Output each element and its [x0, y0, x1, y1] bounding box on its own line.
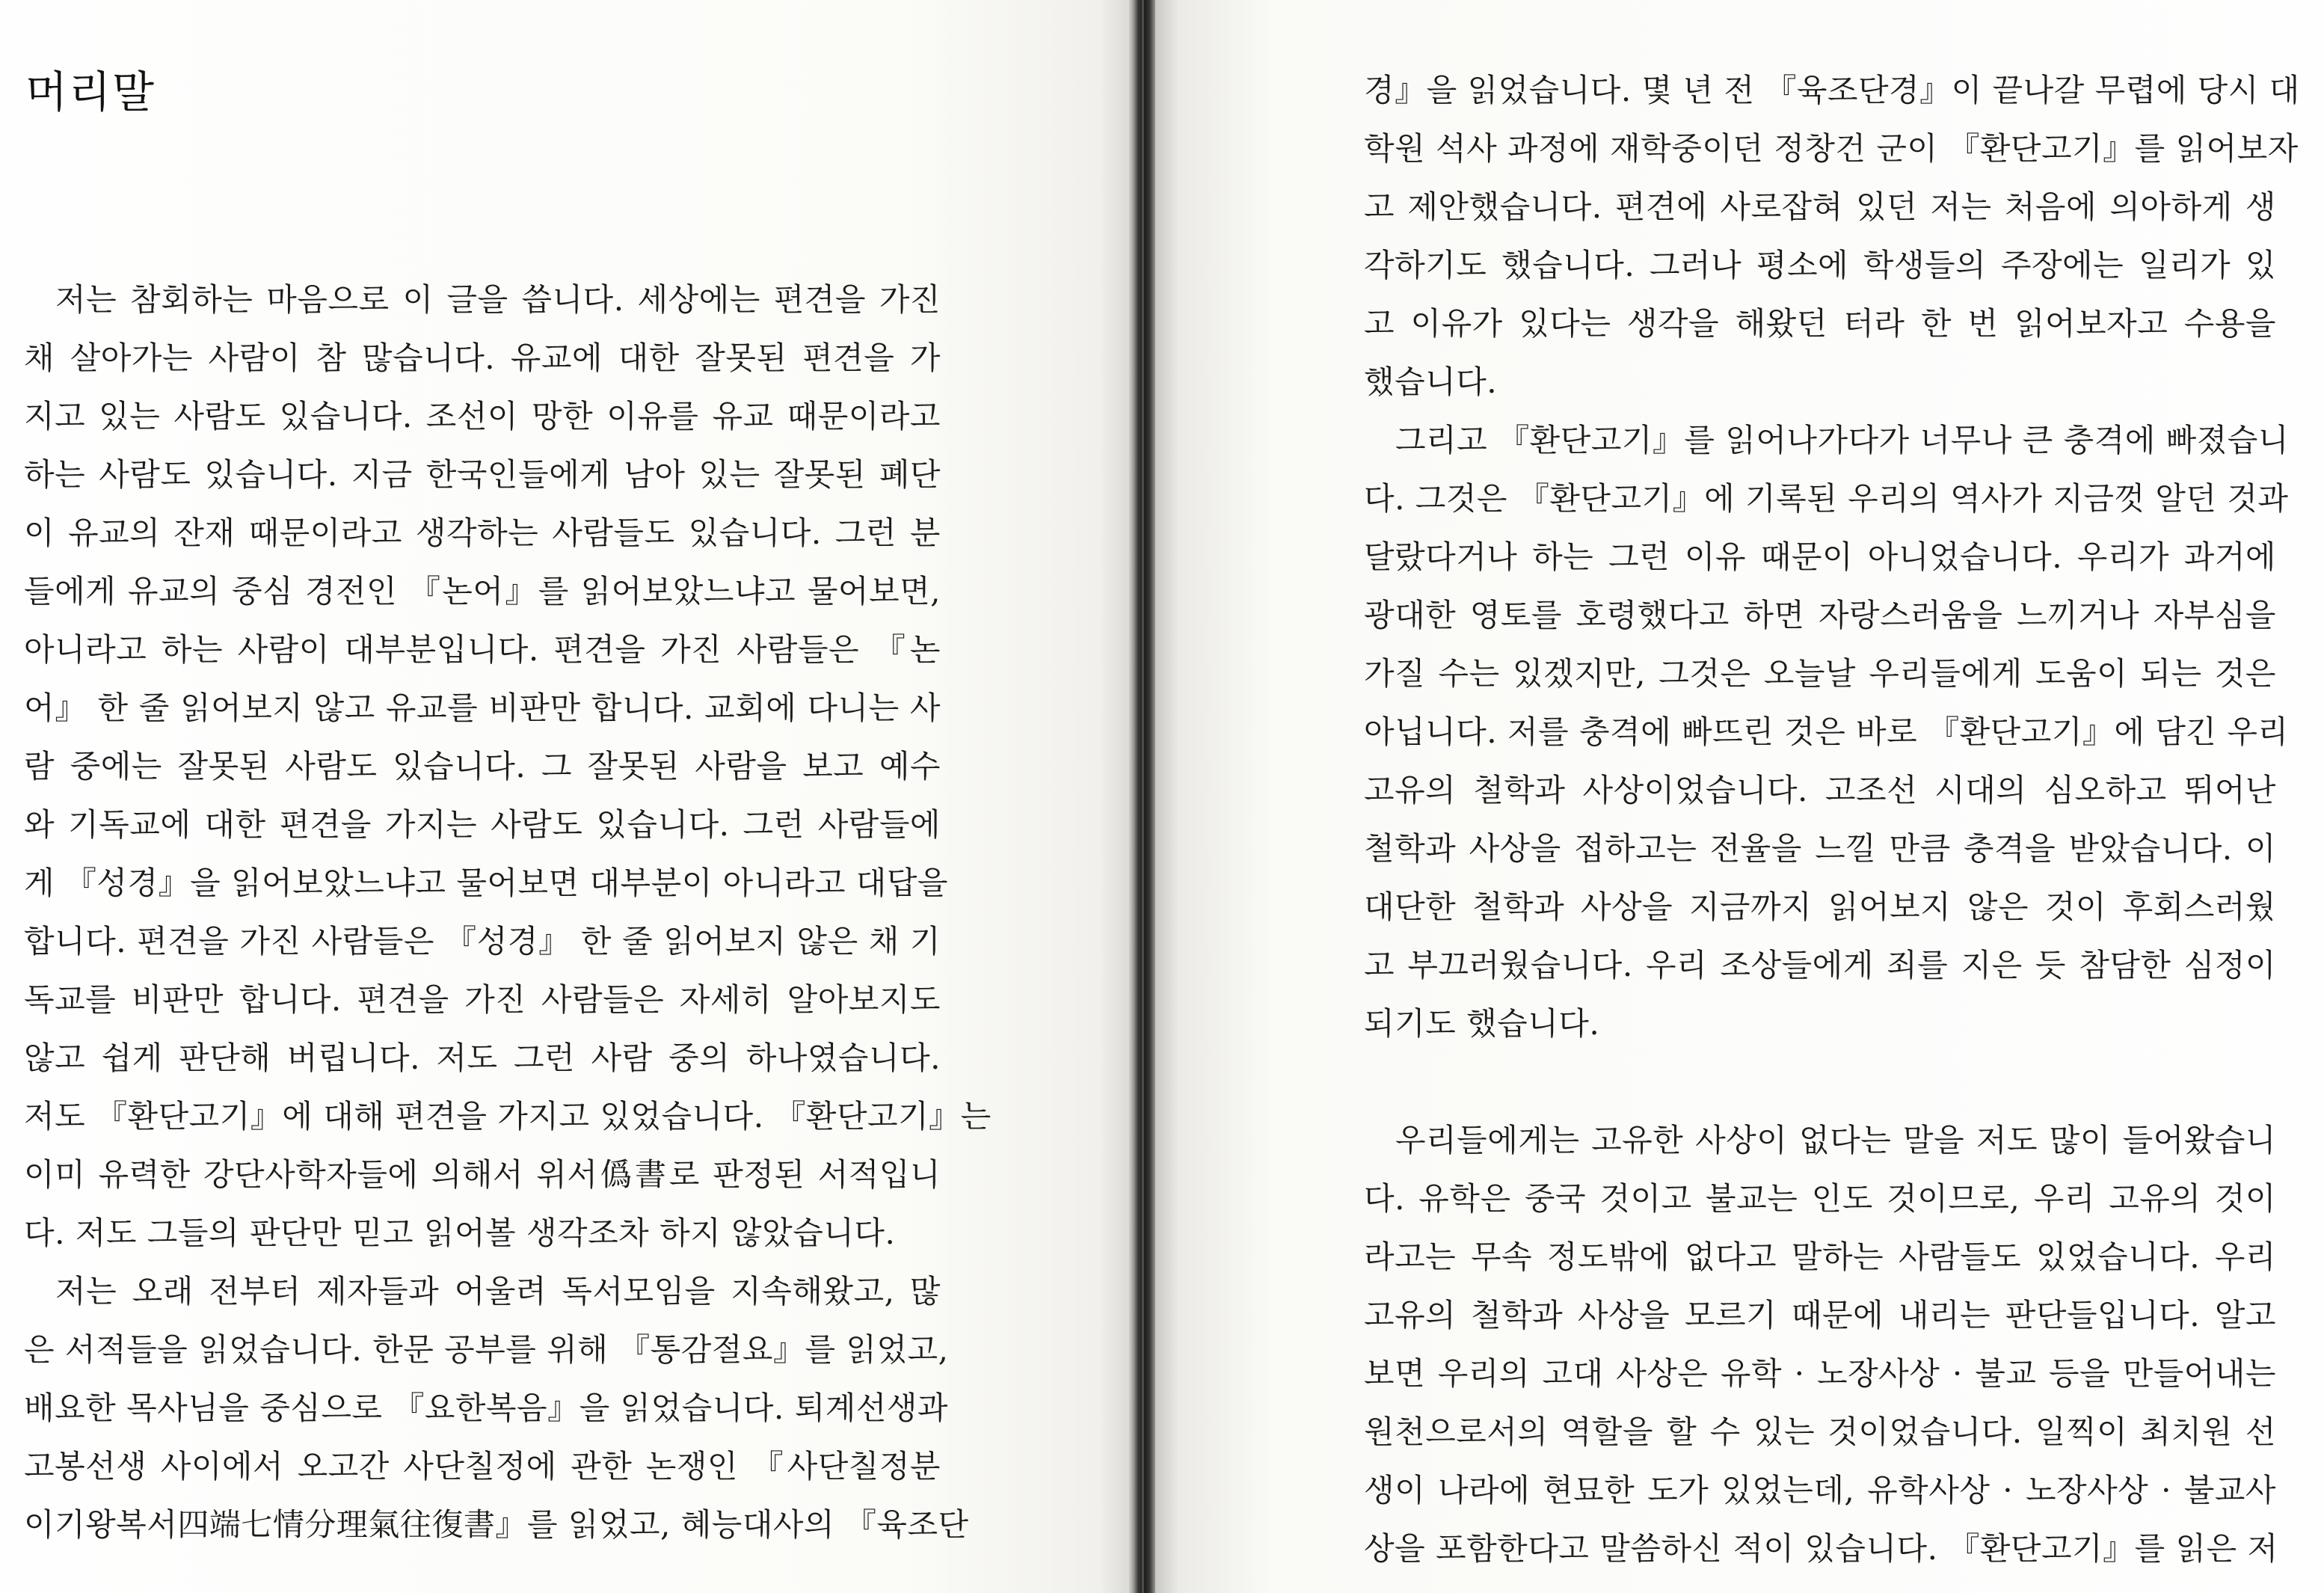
text-line: 우리들에게는 고유한 사상이 없다는 말을 저도 많이 들어왔습니	[1395, 1122, 2276, 1158]
text-line: 저는 참회하는 마음으로 이 글을 씁니다. 세상에는 편견을 가진	[55, 281, 941, 318]
text-line: 고 제안했습니다. 편견에 사로잡혀 있던 저는 처음에 의아하게 생	[1364, 188, 2276, 225]
text-line: 학원 석사 과정에 재학중이던 정창건 군이 『환단고기』를 읽어보자	[1364, 130, 2299, 167]
text-line: 아니라고 하는 사람이 대부분입니다. 편견을 가진 사람들은 『논	[24, 631, 941, 668]
text-line: 라고는 무속 정도밖에 없다고 말하는 사람들도 있었습니다. 우리	[1364, 1239, 2276, 1275]
page-title: 머리말	[25, 67, 156, 117]
text-line: 이미 유력한 강단사학자들에 의해서 위서僞書로 판정된 서적입니	[24, 1156, 941, 1193]
text-line: 람 중에는 잘못된 사람도 있습니다. 그 잘못된 사람을 보고 예수	[24, 748, 941, 785]
left-page-body	[24, 271, 992, 1554]
paragraph-gap	[1364, 1053, 2276, 1111]
text-line: 고봉선생 사이에서 오고간 사단칠정에 관한 논쟁인 『사단칠정분	[24, 1448, 941, 1485]
text-line: 합니다. 편견을 가진 사람들은 『성경』 한 줄 읽어보지 않은 채 기	[24, 923, 941, 960]
text-line: 어』 한 줄 읽어보지 않고 유교를 비판만 합니다. 교회에 다니는 사	[24, 690, 941, 726]
text-line: 달랐다거나 하는 그런 이유 때문이 아니었습니다. 우리가 과거에	[1364, 538, 2276, 575]
text-line: 고 부끄러웠습니다. 우리 조상들에게 죄를 지은 듯 참담한 심정이	[1364, 947, 2276, 983]
text-line: 아닙니다. 저를 충격에 빠뜨린 것은 바로 『환단고기』에 담긴 우리	[1364, 713, 2289, 750]
text-line: 저도 『환단고기』에 대해 편견을 가지고 있었습니다. 『환단고기』는	[24, 1098, 992, 1135]
text-line: 다. 저도 그들의 판단만 믿고 읽어볼 생각조차 하지 않았습니다.	[24, 1215, 896, 1251]
right-page-body	[1364, 61, 2300, 1578]
text-line: 독교를 비판만 합니다. 편견을 가진 사람들은 자세히 알아보지도	[24, 981, 941, 1018]
text-line: 배요한 목사님을 중심으로 『요한복음』을 읽었습니다. 퇴계선생과	[24, 1390, 948, 1426]
text-line: 대단한 철학과 사상을 지금까지 읽어보지 않은 것이 후회스러웠	[1364, 888, 2276, 925]
text-line: 광대한 영토를 호령했다고 하면 자랑스러움을 느끼거나 자부심을	[1364, 597, 2276, 633]
text-line: 보면 우리의 고대 사상은 유학 · 노장사상 · 불교 등을 만들어내는	[1364, 1355, 2276, 1392]
text-line: 경』을 읽었습니다. 몇 년 전 『육조단경』이 끝나갈 무렵에 당시 대	[1364, 72, 2300, 108]
text-line: 이기왕복서四端七情分理氣往復書』를 읽었고, 혜능대사의 『육조단	[24, 1506, 969, 1543]
gutter-fold-line	[1142, 0, 1144, 1593]
text-line: 가질 수는 있겠지만, 그것은 오늘날 우리들에게 도움이 되는 것은	[1364, 655, 2276, 692]
text-line: 채 살아가는 사람이 참 많습니다. 유교에 대한 잘못된 편견을 가	[24, 340, 941, 376]
text-line: 하는 사람도 있습니다. 지금 한국인들에게 남아 있는 잘못된 폐단	[24, 456, 941, 493]
text-line: 들에게 유교의 중심 경전인 『논어』를 읽어보았느냐고 물어보면,	[24, 573, 941, 610]
left-page	[0, 0, 1133, 1593]
text-line: 와 기독교에 대한 편견을 가지는 사람도 있습니다. 그런 사람들에	[24, 806, 941, 843]
text-line: 철학과 사상을 접하고는 전율을 느낄 만큼 충격을 받았습니다. 이	[1364, 830, 2276, 867]
text-line: 원천으로서의 역할을 할 수 있는 것이었습니다. 일찍이 최치원 선	[1364, 1414, 2276, 1450]
text-line: 되기도 했습니다.	[1364, 1005, 1600, 1042]
text-line: 고유의 철학과 사상이었습니다. 고조선 시대의 심오하고 뛰어난	[1364, 772, 2276, 808]
text-line: 다. 그것은 『환단고기』에 기록된 우리의 역사가 지금껏 알던 것과	[1364, 480, 2289, 517]
text-line: 상을 포함한다고 말씀하신 적이 있습니다. 『환단고기』를 읽은 저	[1364, 1530, 2278, 1567]
text-line: 않고 쉽게 판단해 버립니다. 저도 그런 사람 중의 하나였습니다.	[24, 1040, 941, 1076]
text-line: 은 서적들을 읽었습니다. 한문 공부를 위해 『통감절요』를 읽었고,	[24, 1331, 949, 1368]
text-line: 지고 있는 사람도 있습니다. 조선이 망한 이유를 유교 때문이라고	[24, 398, 941, 435]
text-line: 그리고 『환단고기』를 읽어나가다가 너무나 큰 충격에 빠졌습니	[1395, 422, 2289, 458]
text-line: 고 이유가 있다는 생각을 해왔던 터라 한 번 읽어보자고 수용을	[1364, 305, 2276, 342]
text-line: 이 유교의 잔재 때문이라고 생각하는 사람들도 있습니다. 그런 분	[24, 515, 941, 551]
text-line: 고유의 철학과 사상을 모르기 때문에 내리는 판단들입니다. 알고	[1364, 1297, 2276, 1333]
text-line: 다. 유학은 중국 것이고 불교는 인도 것이므로, 우리 고유의 것이	[1364, 1180, 2276, 1217]
text-line: 게 『성경』을 읽어보았느냐고 물어보면 대부분이 아니라고 대답을	[24, 865, 948, 901]
text-line: 각하기도 했습니다. 그러나 평소에 학생들의 주장에는 일리가 있	[1364, 247, 2276, 283]
text-line: 저는 오래 전부터 제자들과 어울려 독서모임을 지속해왔고, 많	[55, 1273, 941, 1310]
text-line: 생이 나라에 현묘한 도가 있었는데, 유학사상 · 노장사상 · 불교사	[1364, 1472, 2276, 1508]
text-line: 했습니다.	[1364, 363, 1498, 400]
